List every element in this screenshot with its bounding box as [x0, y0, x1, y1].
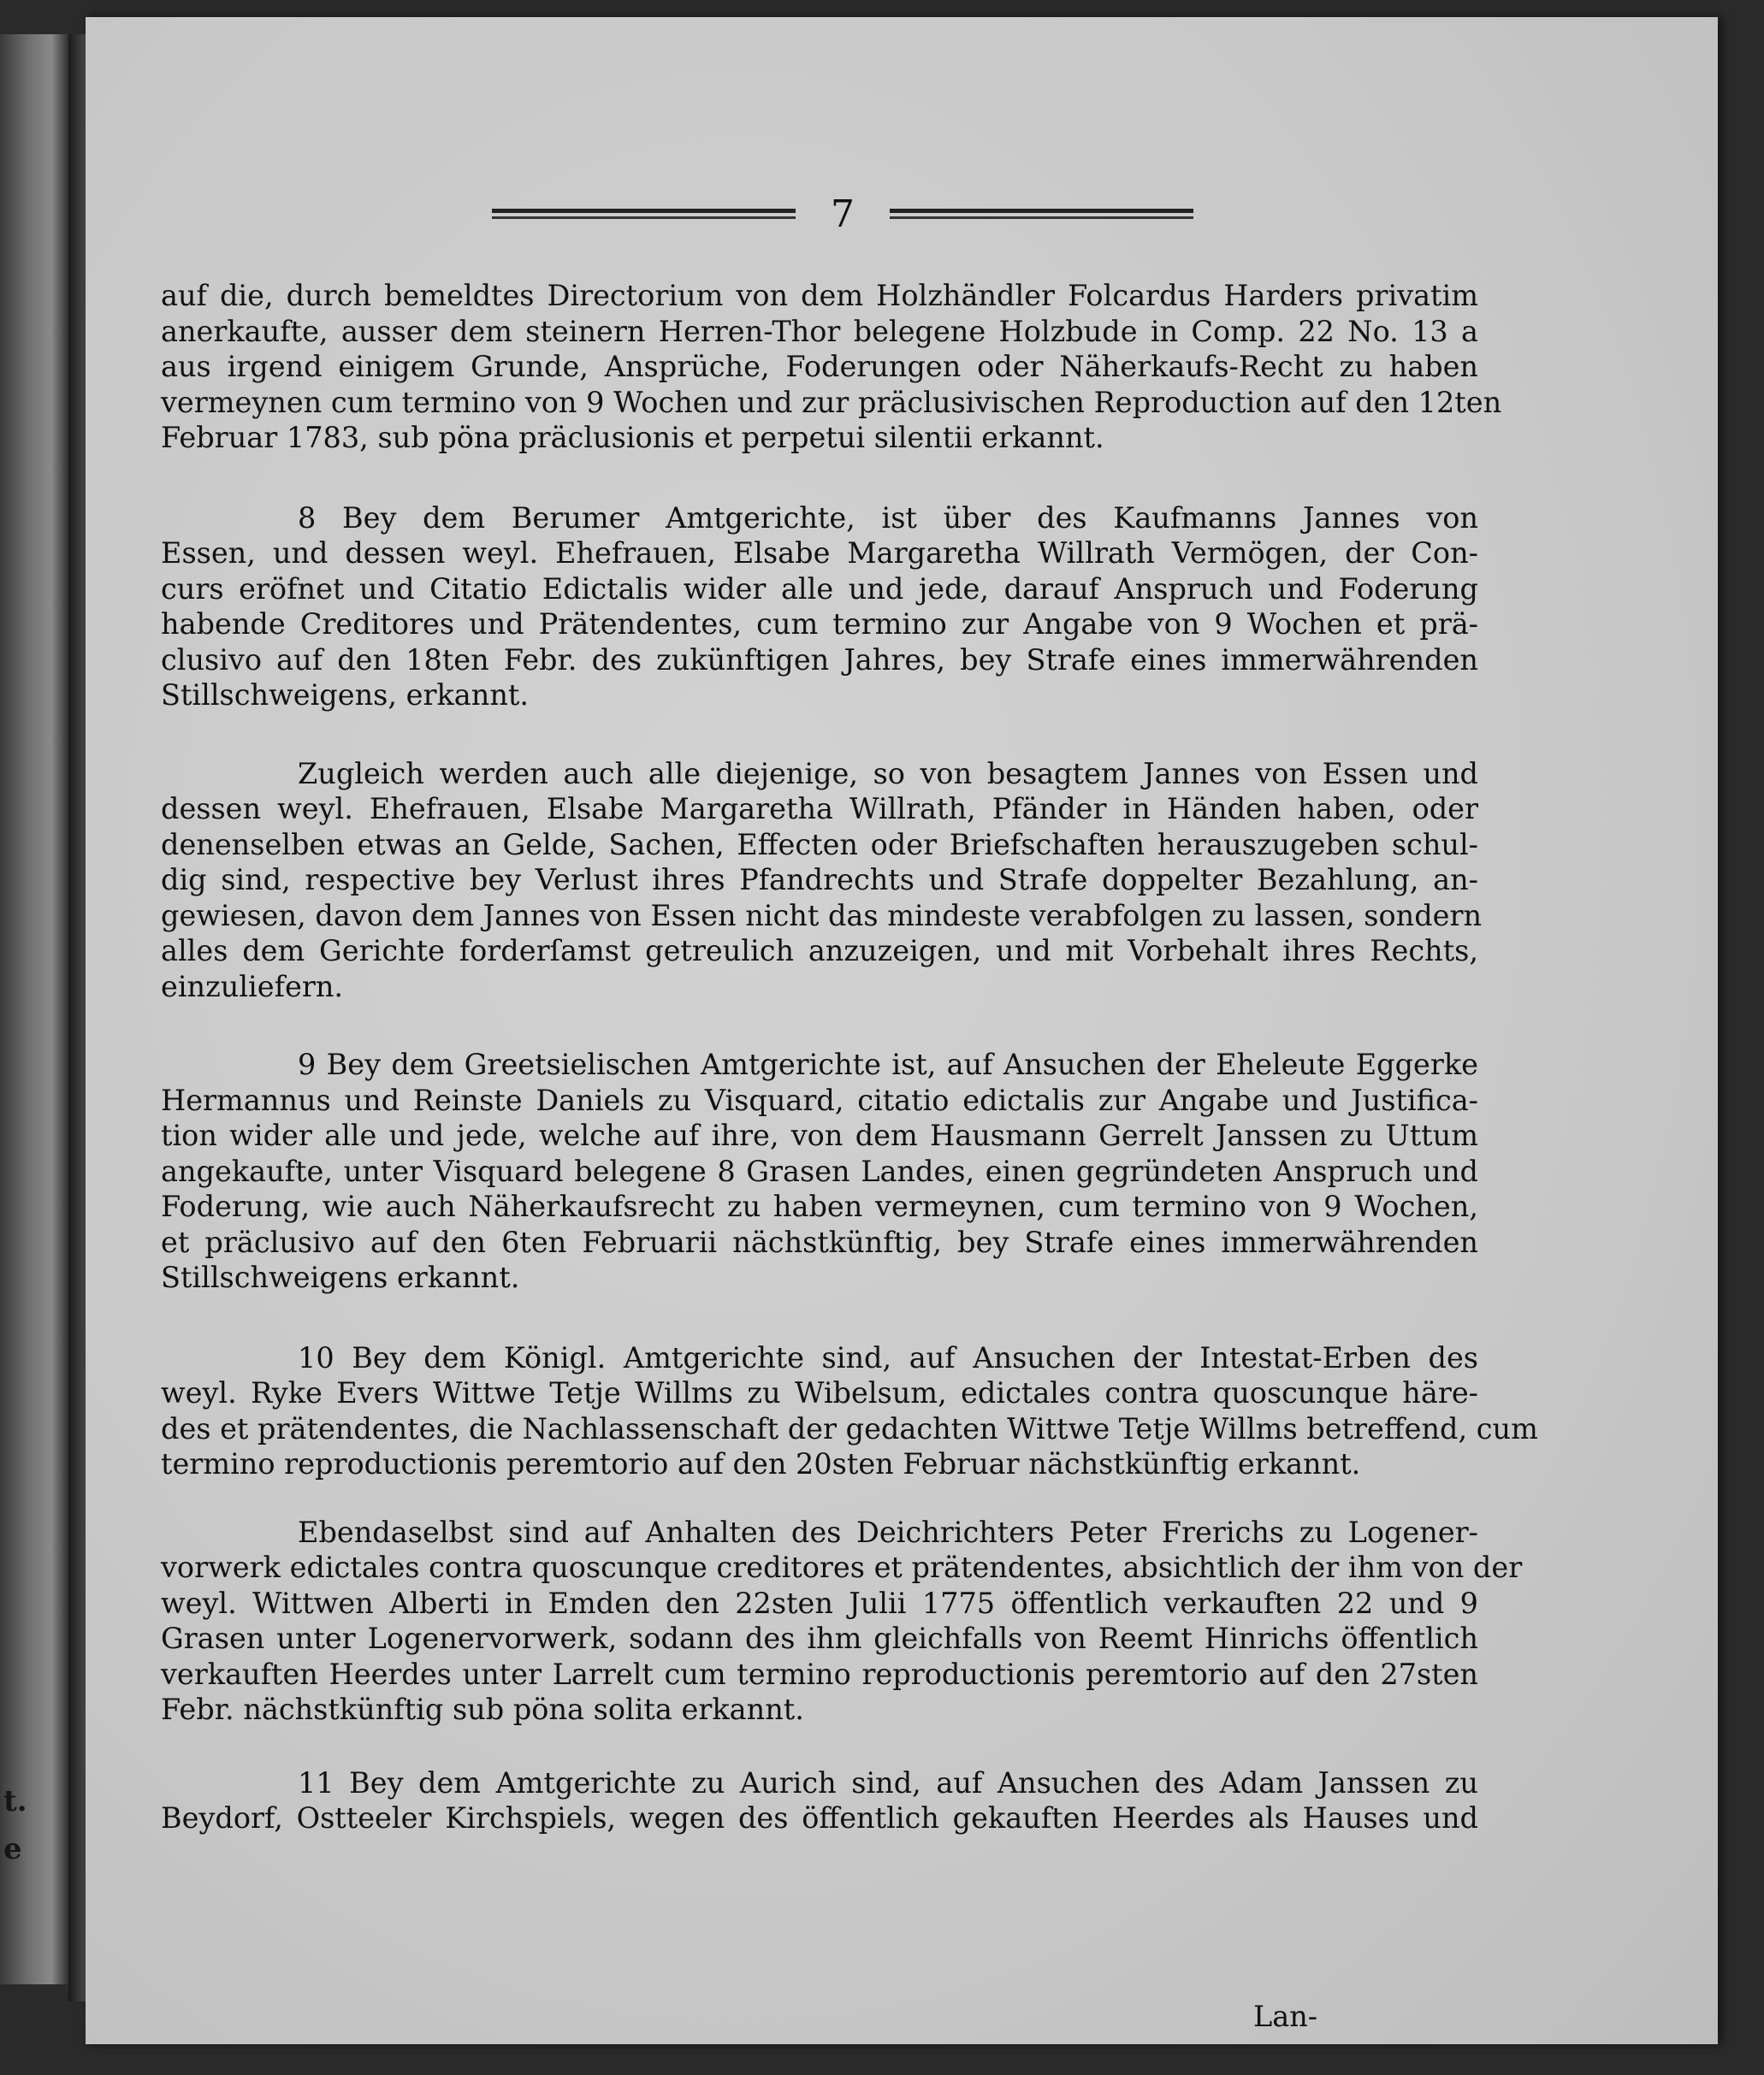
text-line: 9 Bey dem Greetsielischen Amtgerichte ist, auf Ansuchen der Eheleute Eggerke [298, 1048, 1478, 1081]
paragraph-3 [161, 756, 1483, 1005]
paragraph-1 [161, 278, 1502, 456]
left-page-edge [0, 34, 68, 1984]
text-line: anerkaufte, ausser dem steinern Herren-Thor belegene Holzbude in Comp. 22 No. 13 a [161, 314, 1478, 348]
header-rule-left [492, 209, 796, 219]
text-line: tion wider alle und jede, welche auf ihre, von dem Hausmann Gerrelt Janssen zu Uttum [161, 1119, 1478, 1152]
left-edge-text-2: e [3, 1832, 22, 1866]
text-line: aus irgend einigem Grunde, Ansprüche, Foderungen oder Näherkaufs-Recht zu haben [161, 350, 1478, 383]
text-line: 10 Bey dem Königl. Amtgerichte sind, auf Ansuchen der Intestat-Erben des [298, 1340, 1478, 1374]
page-header [492, 188, 1193, 239]
text-line: denenselben etwas an Gelde, Sachen, Effecten oder Briefschaften herauszugeben schul- [161, 827, 1478, 861]
document-page [86, 17, 1718, 2044]
text-line: gewiesen, davon dem Jannes von Essen nicht das mindeste verabfolgen zu lassen, sondern [161, 898, 1483, 932]
text-line: Essen, und dessen weyl. Ehefrauen, Elsabe Margaretha Willrath Vermögen, der Con- [161, 536, 1478, 570]
text-line: Hermannus und Reinste Daniels zu Visquard, citatio edictalis zur Angabe und Justifica- [161, 1083, 1478, 1117]
text-line: des et prätendentes, die Nachlassenschaft der gedachten Wittwe Tetje Willms betreffend, cum [161, 1411, 1538, 1445]
text-line: verkauften Heerdes unter Larrelt cum termino reproductionis peremtorio auf den 27sten [161, 1657, 1478, 1691]
page-body [161, 278, 1538, 1836]
text-line: Grasen unter Logenervorwerk, sodann des ihm gleichfalls von Reemt Hinrichs öffentlich [161, 1622, 1478, 1655]
text-line: alles dem Gerichte forderſamst getreulich anzuzeigen, und mit Vorbehalt ihres Rechts, [161, 934, 1478, 967]
book-gutter [68, 34, 86, 2001]
text-line: Beydorf, Ostteeler Kirchspiels, wegen des öffentlich gekauften Heerdes als Hauses und [161, 1801, 1478, 1835]
catchword: Lan- [1253, 2000, 1318, 2033]
left-edge-text-1: t. [3, 1784, 27, 1818]
text-line: weyl. Ryke Evers Wittwe Tetje Willms zu Wibelsum, edictales contra quoscunque häre- [161, 1376, 1478, 1410]
page-number: 7 [831, 192, 855, 236]
text-line: Ebendaselbst sind auf Anhalten des Deichrichters Peter Frerichs zu Logener- [298, 1515, 1478, 1549]
text-line: Zugleich werden auch alle diejenige, so von besagtem Jannes von Essen und [298, 756, 1478, 790]
text-line: termino reproductionis peremtorio auf den 20sten Februar nächstkünftig erkannt. [161, 1447, 1361, 1481]
text-line: vermeynen cum termino von 9 Wochen und zur präclusivischen Reproduction auf den 12ten [161, 385, 1502, 419]
text-line: Stillschweigens erkannt. [161, 1261, 520, 1294]
text-line: dig sind, respective bey Verlust ihres Pfandrechts und Strafe doppelter Bezahlung, an- [161, 863, 1478, 896]
text-line: Stillschweigens, erkannt. [161, 678, 530, 712]
paragraph-6 [161, 1515, 1523, 1728]
text-line: Februar 1783, sub pöna präclusionis et perpetui silentii erkannt. [161, 421, 1104, 454]
text-line: 11 Bey dem Amtgerichte zu Aurich sind, auf Ansuchen des Adam Janssen zu [298, 1765, 1478, 1800]
text-line: einzuliefern. [161, 969, 344, 1003]
text-line: Foderung, wie auch Näherkaufsrecht zu haben vermeynen, cum termino von 9 Wochen, [161, 1190, 1478, 1223]
text-line: 8 Bey dem Berumer Amtgerichte, ist über des Kaufmanns Jannes von [298, 500, 1478, 535]
text-line: dessen weyl. Ehefrauen, Elsabe Margaretha Willrath, Pfänder in Händen haben, oder [161, 792, 1478, 825]
text-line: vorwerk edictales contra quoscunque creditores et prätendentes, absichtlich der ihm von der [161, 1551, 1523, 1584]
header-rule-right [890, 209, 1193, 219]
text-line: auf die, durch bemeldtes Directorium von dem Holzhändler Folcardus Harders privatim [161, 279, 1478, 312]
text-line: habende Creditores und Prätendentes, cum termino zur Angabe von 9 Wochen et prä- [161, 607, 1478, 641]
text-line: clusivo auf den 18ten Febr. des zukünftigen Jahres, bey Strafe eines immerwährenden [161, 642, 1478, 677]
paragraph-5 [161, 1340, 1538, 1482]
paragraph-7 [161, 1765, 1478, 1836]
text-line: weyl. Wittwen Alberti in Emden den 22sten Julii 1775 öffentlich verkauften 22 und 9 [161, 1586, 1478, 1620]
paragraph-4 [161, 1047, 1478, 1296]
paragraph-2 [161, 500, 1478, 713]
text-line: Febr. nächstkünftig sub pöna solita erkannt. [161, 1693, 804, 1726]
text-line: et präclusivo auf den 6ten Februarii nächstkünftig, bey Strafe eines immerwährenden [161, 1225, 1478, 1259]
text-line: curs eröfnet und Citatio Edictalis wider alle und jede, darauf Anspruch und Foderung [161, 571, 1478, 606]
text-line: angekaufte, unter Visquard belegene 8 Grasen Landes, einen gegründeten Anspruch und [161, 1154, 1478, 1188]
